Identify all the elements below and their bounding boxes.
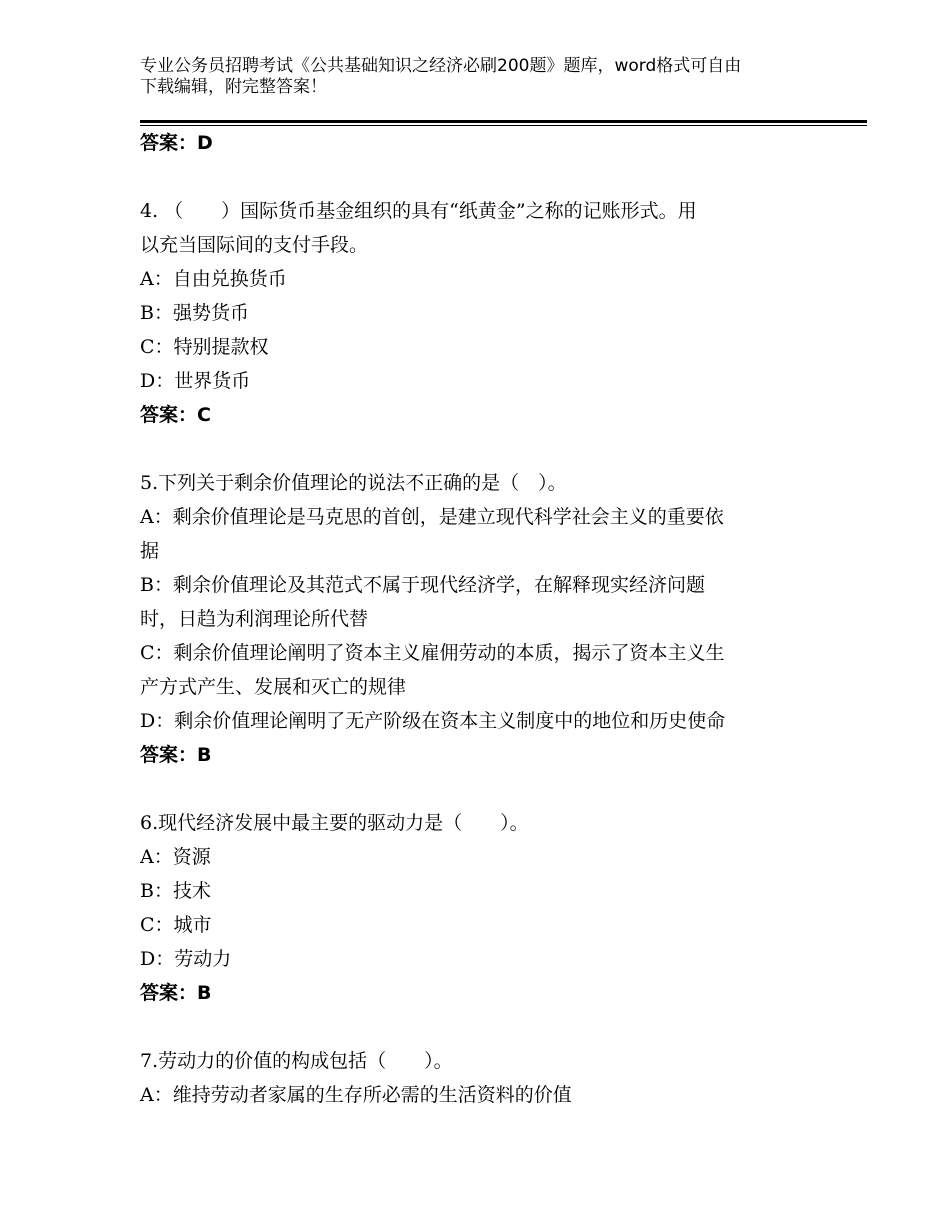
question-6 (140, 806, 810, 1010)
option-c: C：剩余价值理论阐明了资本主义雇佣劳动的本质，揭示了资本主义生 (140, 642, 725, 664)
option-d: D：世界货币 (140, 370, 251, 392)
option-b: B：技术 (140, 880, 211, 902)
answer-prev: 答案：D (140, 132, 213, 154)
option-a: A：资源 (140, 846, 211, 868)
question-stem: 7.劳动力的价值的构成包括（ ）。 (140, 1050, 453, 1072)
answer: 答案：C (140, 404, 211, 426)
question-4 (140, 194, 810, 432)
option-a: A：维持劳动者家属的生存所必需的生活资料的价值 (140, 1084, 572, 1106)
option-b: B：强势货币 (140, 302, 249, 324)
answer: 答案：B (140, 982, 212, 1004)
question-stem: 4. （ ）国际货币基金组织的具有“纸黄金”之称的记账形式。用 (140, 200, 697, 222)
question-stem: 5.下列关于剩余价值理论的说法不正确的是（ ）。 (140, 472, 567, 494)
option-c: C：特别提款权 (140, 336, 269, 358)
option-c-cont: 产方式产生、发展和灭亡的规律 (140, 676, 407, 698)
question-5 (140, 466, 810, 772)
option-c: C：城市 (140, 914, 212, 936)
question-stem: 6.现代经济发展中最主要的驱动力是（ ）。 (140, 812, 529, 834)
header-rule-thick (140, 120, 867, 123)
option-d: D：剩余价值理论阐明了无产阶级在资本主义制度中的地位和历史使命 (140, 710, 726, 732)
question-stem-cont: 以充当国际间的支付手段。 (140, 234, 369, 256)
question-7 (140, 1044, 810, 1112)
option-a-cont: 据 (140, 540, 160, 562)
option-a: A：自由兑换货币 (140, 268, 287, 290)
document-header (140, 56, 820, 98)
option-b-cont: 时，日趋为利润理论所代替 (140, 608, 369, 630)
option-b: B：剩余价值理论及其范式不属于现代经济学，在解释现实经济问题 (140, 574, 705, 596)
header-line-1: 专业公务员招聘考试《公共基础知识之经济必刷200题》题库，word格式可自由 (140, 56, 742, 76)
answer: 答案：B (140, 744, 212, 766)
option-a: A：剩余价值理论是马克思的首创，是建立现代科学社会主义的重要依 (140, 506, 724, 528)
header-line-2: 下载编辑，附完整答案！ (140, 77, 327, 97)
option-d: D：劳动力 (140, 948, 232, 970)
question-list (140, 126, 810, 1112)
